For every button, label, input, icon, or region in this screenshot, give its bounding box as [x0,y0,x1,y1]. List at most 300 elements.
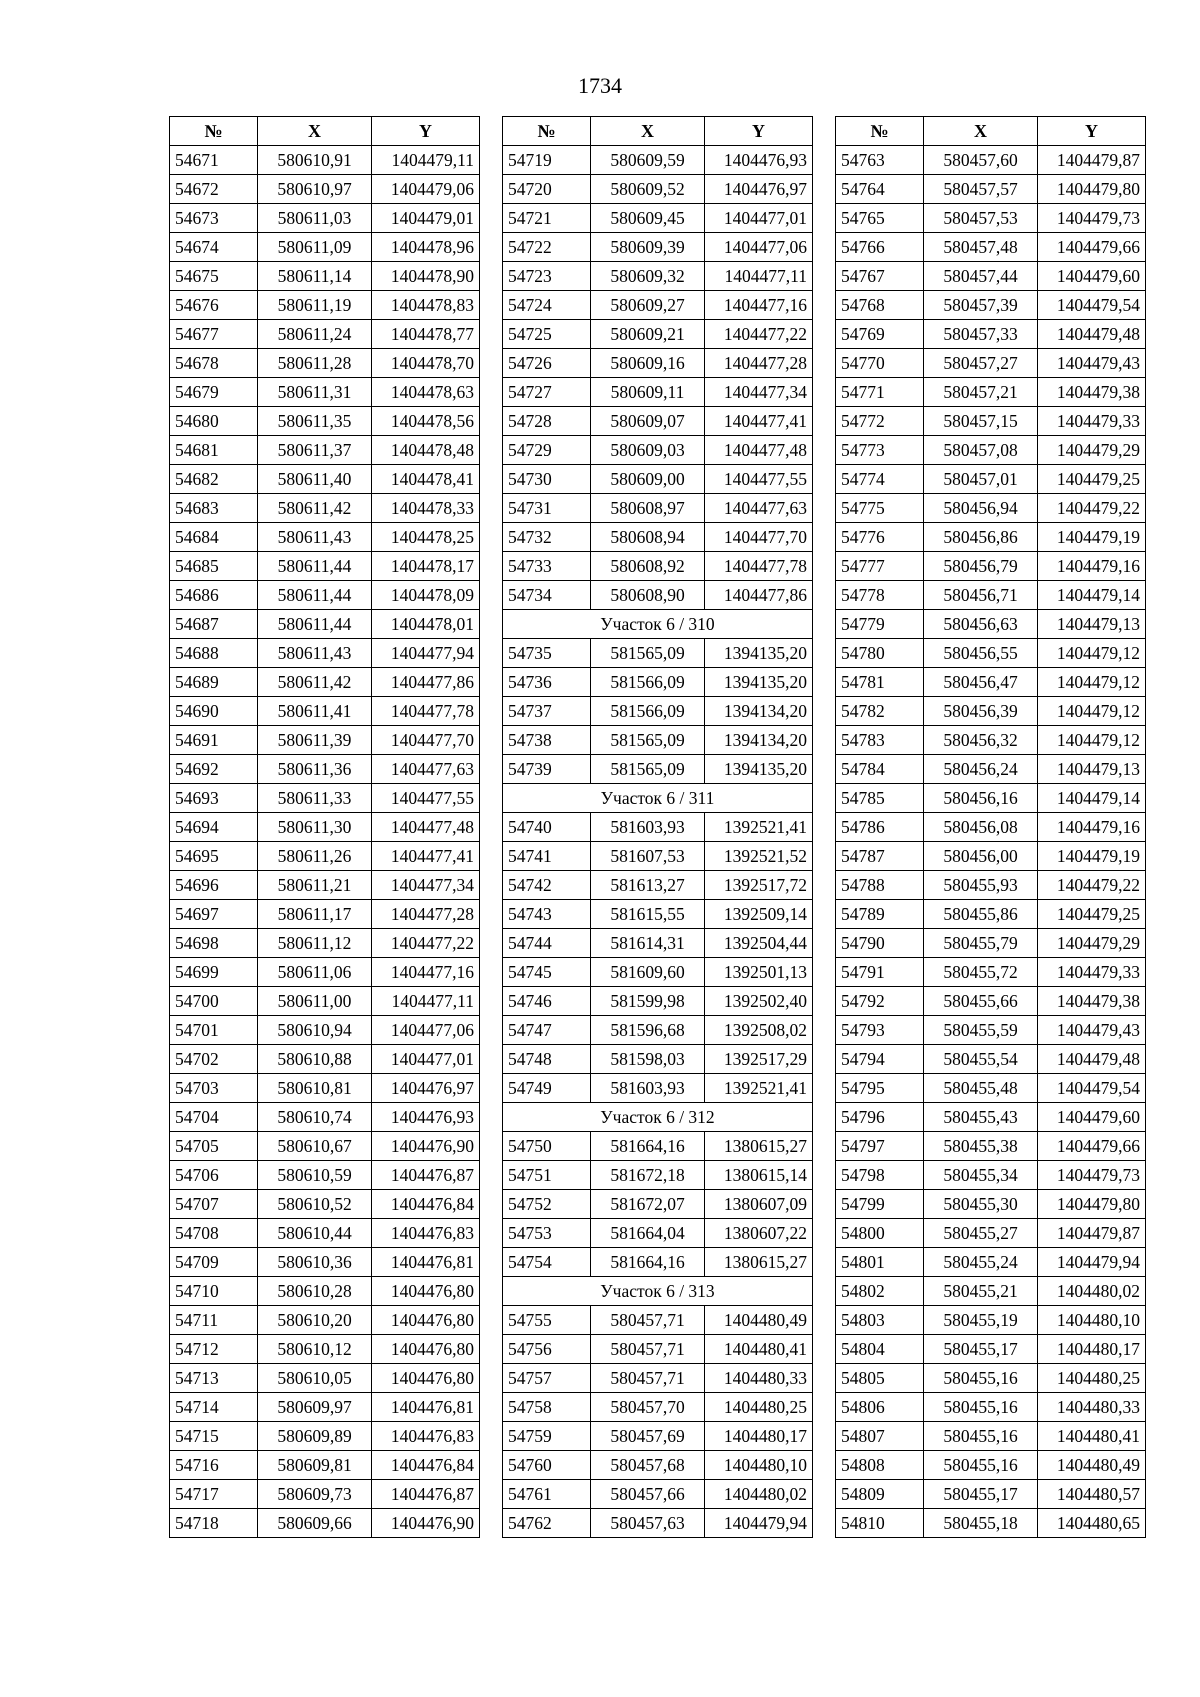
point-number: 54790 [836,929,924,958]
x-coordinate: 580457,33 [924,320,1038,349]
table-row [170,987,480,1016]
table-row [836,1335,1146,1364]
y-coordinate: 1404479,12 [1038,697,1146,726]
point-number: 54718 [170,1509,258,1538]
point-number: 54714 [170,1393,258,1422]
table-row [503,1306,813,1335]
table-row [503,726,813,755]
table-row [503,233,813,262]
x-coordinate: 580611,14 [258,262,372,291]
y-coordinate: 1404478,48 [372,436,480,465]
point-number: 54774 [836,465,924,494]
x-coordinate: 580455,93 [924,871,1038,900]
y-coordinate: 1404476,80 [372,1306,480,1335]
y-coordinate: 1404479,14 [1038,581,1146,610]
point-number: 54719 [503,146,591,175]
table-row [503,494,813,523]
x-coordinate: 580609,21 [591,320,705,349]
table-row [503,436,813,465]
point-number: 54787 [836,842,924,871]
x-coordinate: 580609,52 [591,175,705,204]
table-row [836,842,1146,871]
x-coordinate: 580455,48 [924,1074,1038,1103]
point-number: 54785 [836,784,924,813]
x-coordinate: 580611,43 [258,523,372,552]
x-coordinate: 581614,31 [591,929,705,958]
x-coordinate: 581566,09 [591,697,705,726]
x-coordinate: 581609,60 [591,958,705,987]
y-coordinate: 1404480,17 [1038,1335,1146,1364]
y-coordinate: 1392521,41 [705,813,813,842]
point-number: 54763 [836,146,924,175]
point-number: 54772 [836,407,924,436]
point-number: 54697 [170,900,258,929]
x-coordinate: 580611,36 [258,755,372,784]
table-row [503,146,813,175]
x-coordinate: 580610,97 [258,175,372,204]
point-number: 54753 [503,1219,591,1248]
y-coordinate: 1404478,83 [372,291,480,320]
point-number: 54746 [503,987,591,1016]
point-number: 54808 [836,1451,924,1480]
table-row [836,1190,1146,1219]
table-row [503,987,813,1016]
y-coordinate: 1404477,86 [705,581,813,610]
y-coordinate: 1404478,09 [372,581,480,610]
table-row [170,813,480,842]
point-number: 54783 [836,726,924,755]
point-number: 54800 [836,1219,924,1248]
x-coordinate: 580456,86 [924,523,1038,552]
y-coordinate: 1404476,80 [372,1277,480,1306]
x-coordinate: 581664,04 [591,1219,705,1248]
x-coordinate: 581566,09 [591,668,705,697]
x-coordinate: 580456,08 [924,813,1038,842]
point-number: 54747 [503,1016,591,1045]
point-number: 54681 [170,436,258,465]
table-row [836,349,1146,378]
point-number: 54695 [170,842,258,871]
y-coordinate: 1404479,25 [1038,465,1146,494]
header-x: X [924,117,1038,146]
y-coordinate: 1404479,16 [1038,813,1146,842]
table-row [170,146,480,175]
x-coordinate: 580457,15 [924,407,1038,436]
table-row [170,1451,480,1480]
y-coordinate: 1404480,49 [705,1306,813,1335]
x-coordinate: 580611,40 [258,465,372,494]
table-row [836,320,1146,349]
y-coordinate: 1404477,16 [372,958,480,987]
x-coordinate: 581613,27 [591,871,705,900]
x-coordinate: 580611,39 [258,726,372,755]
point-number: 54766 [836,233,924,262]
y-coordinate: 1404477,48 [372,813,480,842]
header-number: № [836,117,924,146]
y-coordinate: 1404479,16 [1038,552,1146,581]
table-row [836,552,1146,581]
table-row [836,987,1146,1016]
y-coordinate: 1404478,96 [372,233,480,262]
x-coordinate: 580611,33 [258,784,372,813]
point-number: 54694 [170,813,258,842]
table-row [503,552,813,581]
y-coordinate: 1404476,93 [372,1103,480,1132]
y-coordinate: 1404477,63 [705,494,813,523]
point-number: 54731 [503,494,591,523]
table-row [503,1393,813,1422]
point-number: 54686 [170,581,258,610]
y-coordinate: 1404480,33 [705,1364,813,1393]
section-row [503,784,813,813]
point-number: 54677 [170,320,258,349]
header-y: Y [705,117,813,146]
y-coordinate: 1404478,63 [372,378,480,407]
table-row [503,1045,813,1074]
y-coordinate: 1404479,13 [1038,610,1146,639]
x-coordinate: 580455,17 [924,1335,1038,1364]
x-coordinate: 580610,44 [258,1219,372,1248]
point-number: 54749 [503,1074,591,1103]
y-coordinate: 1404477,06 [705,233,813,262]
x-coordinate: 580456,00 [924,842,1038,871]
y-coordinate: 1404479,14 [1038,784,1146,813]
header-y: Y [1038,117,1146,146]
point-number: 54701 [170,1016,258,1045]
table-row [170,929,480,958]
point-number: 54722 [503,233,591,262]
table-row [503,1132,813,1161]
x-coordinate: 580455,27 [924,1219,1038,1248]
point-number: 54765 [836,204,924,233]
y-coordinate: 1404476,97 [705,175,813,204]
x-coordinate: 580455,79 [924,929,1038,958]
y-coordinate: 1404477,41 [372,842,480,871]
x-coordinate: 580611,19 [258,291,372,320]
y-coordinate: 1392517,29 [705,1045,813,1074]
point-number: 54793 [836,1016,924,1045]
table-row [170,1103,480,1132]
x-coordinate: 581565,09 [591,726,705,755]
y-coordinate: 1404476,80 [372,1364,480,1393]
point-number: 54762 [503,1509,591,1538]
table-row [503,1190,813,1219]
x-coordinate: 580456,16 [924,784,1038,813]
point-number: 54704 [170,1103,258,1132]
y-coordinate: 1380615,27 [705,1132,813,1161]
table-row [503,175,813,204]
y-coordinate: 1404477,78 [372,697,480,726]
table-row [503,1074,813,1103]
table-row [170,697,480,726]
table-row [836,1248,1146,1277]
x-coordinate: 580457,27 [924,349,1038,378]
x-coordinate: 580610,94 [258,1016,372,1045]
table-row [836,146,1146,175]
point-number: 54734 [503,581,591,610]
x-coordinate: 580456,24 [924,755,1038,784]
x-coordinate: 580611,44 [258,581,372,610]
table-row [836,175,1146,204]
point-number: 54730 [503,465,591,494]
table-row [170,784,480,813]
y-coordinate: 1404480,57 [1038,1480,1146,1509]
x-coordinate: 580610,74 [258,1103,372,1132]
section-title: Участок 6 / 311 [503,784,813,813]
table-row [503,813,813,842]
y-coordinate: 1404479,19 [1038,842,1146,871]
point-number: 54671 [170,146,258,175]
x-coordinate: 580457,70 [591,1393,705,1422]
section-row [503,1103,813,1132]
point-number: 54759 [503,1422,591,1451]
y-coordinate: 1404477,34 [705,378,813,407]
y-coordinate: 1404479,87 [1038,146,1146,175]
x-coordinate: 580611,37 [258,436,372,465]
y-coordinate: 1404477,63 [372,755,480,784]
table-row [170,349,480,378]
y-coordinate: 1404477,06 [372,1016,480,1045]
x-coordinate: 580455,24 [924,1248,1038,1277]
y-coordinate: 1404477,55 [705,465,813,494]
point-number: 54794 [836,1045,924,1074]
header-number: № [503,117,591,146]
x-coordinate: 580611,31 [258,378,372,407]
y-coordinate: 1394134,20 [705,697,813,726]
point-number: 54724 [503,291,591,320]
table-row [170,1393,480,1422]
y-coordinate: 1392502,40 [705,987,813,1016]
point-number: 54700 [170,987,258,1016]
x-coordinate: 580611,12 [258,929,372,958]
y-coordinate: 1404479,48 [1038,320,1146,349]
point-number: 54732 [503,523,591,552]
x-coordinate: 581598,03 [591,1045,705,1074]
point-number: 54693 [170,784,258,813]
y-coordinate: 1404480,02 [1038,1277,1146,1306]
table-row [836,204,1146,233]
point-number: 54770 [836,349,924,378]
x-coordinate: 580457,57 [924,175,1038,204]
y-coordinate: 1392504,44 [705,929,813,958]
y-coordinate: 1404478,70 [372,349,480,378]
y-coordinate: 1404479,43 [1038,349,1146,378]
point-number: 54742 [503,871,591,900]
y-coordinate: 1404480,41 [1038,1422,1146,1451]
y-coordinate: 1404477,28 [705,349,813,378]
point-number: 54745 [503,958,591,987]
table-row [836,233,1146,262]
point-number: 54729 [503,436,591,465]
point-number: 54711 [170,1306,258,1335]
header-x: X [258,117,372,146]
table-row [170,1190,480,1219]
table-row [170,871,480,900]
x-coordinate: 580457,71 [591,1306,705,1335]
table-row [836,958,1146,987]
point-number: 54672 [170,175,258,204]
point-number: 54791 [836,958,924,987]
table-header-row [503,117,813,146]
table-row [170,1335,480,1364]
point-number: 54702 [170,1045,258,1074]
point-number: 54752 [503,1190,591,1219]
point-number: 54703 [170,1074,258,1103]
x-coordinate: 580456,39 [924,697,1038,726]
x-coordinate: 580455,86 [924,900,1038,929]
y-coordinate: 1404479,33 [1038,958,1146,987]
point-number: 54688 [170,639,258,668]
table-row [170,726,480,755]
x-coordinate: 580455,16 [924,1364,1038,1393]
y-coordinate: 1404479,06 [372,175,480,204]
y-coordinate: 1392508,02 [705,1016,813,1045]
x-coordinate: 580456,47 [924,668,1038,697]
table-row [170,407,480,436]
y-coordinate: 1404476,81 [372,1393,480,1422]
x-coordinate: 580611,42 [258,668,372,697]
y-coordinate: 1404479,73 [1038,204,1146,233]
y-coordinate: 1404479,66 [1038,233,1146,262]
table-row [836,1306,1146,1335]
point-number: 54769 [836,320,924,349]
table-row [170,1016,480,1045]
point-number: 54782 [836,697,924,726]
table-row [503,1480,813,1509]
x-coordinate: 580456,32 [924,726,1038,755]
x-coordinate: 580611,41 [258,697,372,726]
x-coordinate: 580611,26 [258,842,372,871]
point-number: 54716 [170,1451,258,1480]
x-coordinate: 581599,98 [591,987,705,1016]
point-number: 54744 [503,929,591,958]
x-coordinate: 580457,21 [924,378,1038,407]
section-row [503,1277,813,1306]
point-number: 54798 [836,1161,924,1190]
x-coordinate: 580457,71 [591,1335,705,1364]
point-number: 54696 [170,871,258,900]
table-row [503,929,813,958]
x-coordinate: 580610,88 [258,1045,372,1074]
y-coordinate: 1404477,70 [372,726,480,755]
x-coordinate: 581603,93 [591,1074,705,1103]
x-coordinate: 581607,53 [591,842,705,871]
table-row [836,1451,1146,1480]
table-row [170,1306,480,1335]
point-number: 54773 [836,436,924,465]
x-coordinate: 580455,17 [924,1480,1038,1509]
point-number: 54735 [503,639,591,668]
table-row [503,755,813,784]
y-coordinate: 1394135,20 [705,668,813,697]
y-coordinate: 1404479,94 [705,1509,813,1538]
x-coordinate: 580609,59 [591,146,705,175]
x-coordinate: 580610,81 [258,1074,372,1103]
y-coordinate: 1404476,87 [372,1161,480,1190]
point-number: 54713 [170,1364,258,1393]
table-row [503,204,813,233]
point-number: 54706 [170,1161,258,1190]
table-row [836,639,1146,668]
point-number: 54682 [170,465,258,494]
table-row [170,262,480,291]
point-number: 54805 [836,1364,924,1393]
point-number: 54721 [503,204,591,233]
y-coordinate: 1404476,97 [372,1074,480,1103]
table-row [170,1132,480,1161]
x-coordinate: 580455,43 [924,1103,1038,1132]
table-row [170,1422,480,1451]
coordinates-table-1 [169,116,480,1538]
x-coordinate: 580609,89 [258,1422,372,1451]
table-row [503,1248,813,1277]
table-row [836,581,1146,610]
table-row [503,639,813,668]
y-coordinate: 1404479,11 [372,146,480,175]
point-number: 54698 [170,929,258,958]
y-coordinate: 1404478,33 [372,494,480,523]
table-row [836,523,1146,552]
table-row [836,494,1146,523]
table-row [836,1016,1146,1045]
point-number: 54748 [503,1045,591,1074]
coordinates-table-2 [502,116,813,1538]
x-coordinate: 580609,45 [591,204,705,233]
x-coordinate: 580457,66 [591,1480,705,1509]
y-coordinate: 1404477,28 [372,900,480,929]
y-coordinate: 1404477,22 [372,929,480,958]
table-row [503,697,813,726]
x-coordinate: 581672,07 [591,1190,705,1219]
table-row [503,378,813,407]
x-coordinate: 580611,30 [258,813,372,842]
point-number: 54737 [503,697,591,726]
y-coordinate: 1394135,20 [705,755,813,784]
header-x: X [591,117,705,146]
table-row [836,1480,1146,1509]
point-number: 54707 [170,1190,258,1219]
x-coordinate: 580608,97 [591,494,705,523]
y-coordinate: 1404477,55 [372,784,480,813]
table-row [170,233,480,262]
point-number: 54717 [170,1480,258,1509]
x-coordinate: 581664,16 [591,1132,705,1161]
x-coordinate: 580609,11 [591,378,705,407]
table-row [836,900,1146,929]
point-number: 54799 [836,1190,924,1219]
table-row [503,465,813,494]
table-row [170,610,480,639]
point-number: 54775 [836,494,924,523]
x-coordinate: 580457,60 [924,146,1038,175]
y-coordinate: 1392501,13 [705,958,813,987]
x-coordinate: 580456,94 [924,494,1038,523]
x-coordinate: 580610,12 [258,1335,372,1364]
table-row [170,552,480,581]
y-coordinate: 1404478,17 [372,552,480,581]
y-coordinate: 1404479,94 [1038,1248,1146,1277]
table-row [836,1045,1146,1074]
y-coordinate: 1404478,77 [372,320,480,349]
point-number: 54689 [170,668,258,697]
section-title: Участок 6 / 310 [503,610,813,639]
table-row [836,1103,1146,1132]
point-number: 54797 [836,1132,924,1161]
header-number: № [170,117,258,146]
x-coordinate: 580611,42 [258,494,372,523]
point-number: 54767 [836,262,924,291]
y-coordinate: 1380607,09 [705,1190,813,1219]
